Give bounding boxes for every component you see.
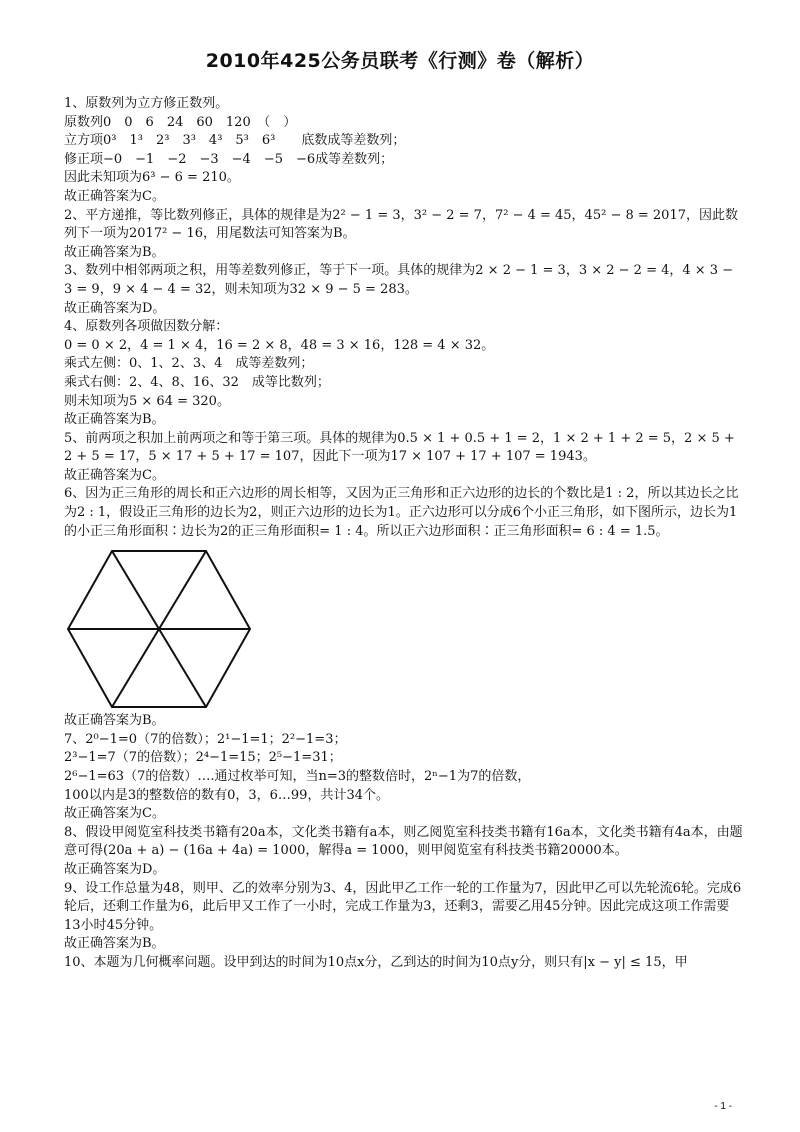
- text-line: 故正确答案为C。: [64, 806, 165, 822]
- hexagon-diagram: [66, 547, 256, 712]
- text-line: 8、假设甲阅览室科技类书籍有20a本，文化类书籍有a本，则乙阅览室科技类书籍有16a本，文化类书籍有4a本，由题意可得(20a + a) − (16a + 4a) = 1000，解得a = 1000，则甲阅览室有科技类书籍20000本。: [64, 824, 743, 859]
- text-line: 0 = 0 × 2，4 = 1 × 4，16 = 2 × 8，48 = 3 × 16，128 = 4 × 32。: [64, 337, 495, 353]
- text-line: 1、原数列为立方修正数列。: [64, 96, 229, 111]
- text-line: 4、原数列各项做因数分解：: [64, 319, 229, 335]
- text-line: 9、设工作总量为48，则甲、乙的效率分别为3、4，因此甲乙工作一轮的工作量为7，因此甲乙可以先轮流6轮。完成6轮后，还剩工作量为6，此后甲又工作了一小时，完成工作量为3，还剩3，需要乙用45分钟。因此完成这项工作需要13小时45分钟。: [64, 880, 742, 933]
- text-line: 则未知项为5 × 64 = 320。: [64, 393, 230, 409]
- text-line: 立方项0³ 1³ 2³ 3³ 4³ 5³ 6³ 底数成等差数列；: [64, 133, 406, 149]
- text-line: 100以内是3的整数倍的数有0，3，6…99，共计34个。: [64, 787, 389, 803]
- text-line: 故正确答案为C。: [64, 188, 165, 204]
- text-line: 10、本题为几何概率问题。设甲到达的时间为10点x分，乙到达的时间为10点y分，则只有|x − y| ≤ 15，甲: [64, 954, 688, 970]
- text-line: 2⁶−1=63（7的倍数）….通过枚举可知，当n=3的整数倍时，2ⁿ−1为7的倍数，: [64, 769, 531, 785]
- text-line: 因此未知项为6³ − 6 = 210。: [64, 170, 240, 186]
- text-line: 6、因为正三角形的周长和正六边形的周长相等，又因为正三角形和正六边形的边长的个数比是1 : 2，所以其边长之比为2 : 1，假设正三角形的边长为2，则正六边形的边长为1。正六边形可以分成6个小正三角形，如下图所示，边长为1的小正三角形面积∶边长为2的正三角形面积= 1 : 4。所以正六边形面积∶正三角形面积= 6 : 4 = 1.5。: [64, 486, 739, 539]
- text-line: 2³−1=7（7的倍数）；2⁴−1=15；2⁵−1=31；: [64, 750, 342, 766]
- page-number: - 1 -: [714, 1101, 732, 1112]
- text-line: 7、2⁰−1=0（7的倍数）；2¹−1=1；2²−1=3；: [64, 731, 347, 747]
- text-line: 3、数列中相邻两项之积，用等差数列修正，等于下一项。具体的规律为2 × 2 − 1 = 3，3 × 2 − 2 = 4，4 × 3 − 3 = 9，9 × 4 − 4 = 32，则未知项为32 × 9 − 5 = 283。: [64, 263, 734, 297]
- text-line: 故正确答案为D。: [64, 862, 166, 877]
- text-line: 故正确答案为B。: [64, 936, 165, 952]
- text-line: 乘式右侧：2、4、8、16、32 成等比数列；: [64, 374, 330, 390]
- text-line: 5、前两项之积加上前两项之和等于第三项。具体的规律为0.5 × 1 + 0.5 + 1 = 2，1 × 2 + 1 + 2 = 5，2 × 5 + 2 + 5 = 17，5 × 17 + 5 + 17 = 107，因此下一项为17 × 107 + 17 + 107 = 1943。: [64, 430, 735, 465]
- text-line: 2、平方递推，等比数列修正，具体的规律是为2² − 1 = 3，3² − 2 = 7，7² − 4 = 45，45² − 8 = 2017，因此数列下一项为2017² − 16，用尾数法可知答案为B。: [64, 207, 738, 242]
- text-line: 乘式左侧：0、1、2、3、4 成等差数列；: [64, 356, 314, 372]
- text-line: 故正确答案为B。: [64, 244, 165, 260]
- document-body: [64, 95, 744, 973]
- page-title: 2010年425公务员联考《行测》卷（解析）: [205, 50, 595, 72]
- text-line: 故正确答案为B。: [64, 713, 165, 729]
- text-line: 修正项−0 −1 −2 −3 −4 −5 −6成等差数列；: [64, 151, 394, 167]
- text-line: 故正确答案为D。: [64, 300, 166, 316]
- text-line: 故正确答案为C。: [64, 467, 165, 483]
- text-line: 原数列0 0 6 24 60 120 （ ）: [64, 114, 297, 130]
- text-line: 故正确答案为B。: [64, 412, 165, 428]
